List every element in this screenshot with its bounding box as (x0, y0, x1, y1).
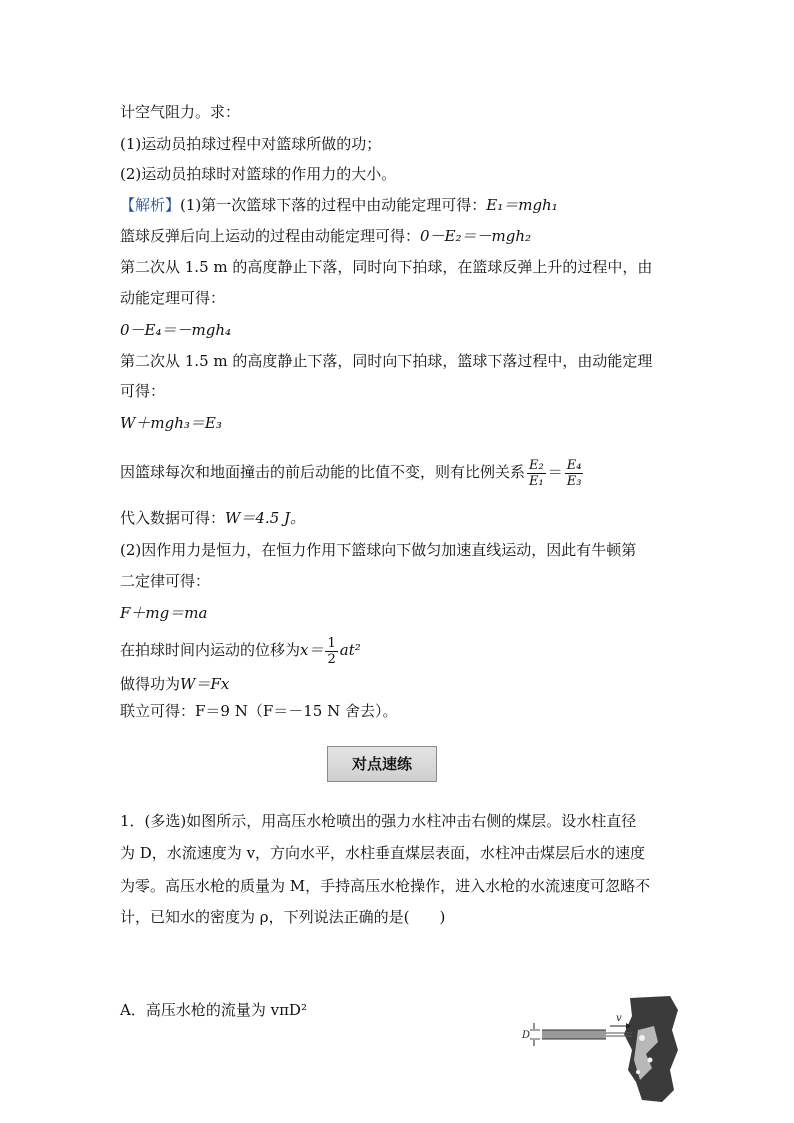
text-line (120, 452, 585, 492)
text-line: (2)因作用力是恒力，在恒力作用下篮球向下做匀加速直线运动，因此有牛顿第 (120, 541, 637, 559)
water-gun-figure (520, 990, 680, 1105)
text-line: 二定律可得： (120, 572, 211, 590)
fraction-numerator: E₂ (529, 457, 544, 473)
fraction (565, 458, 584, 489)
equation: E₁＝mgh₁ (486, 196, 558, 214)
question-part-1: (1)运动员拍球过程中对篮球所做的功； (120, 135, 382, 153)
fraction-denominator: E₁ (529, 473, 544, 489)
splash-drop (648, 1058, 653, 1063)
equation: W＋mgh₃＝E₃ (120, 414, 222, 432)
text: 做得功为 (120, 675, 181, 693)
splash-drop (639, 1035, 645, 1041)
splash-drop (636, 1070, 640, 1074)
text: 篮球反弹后向上运动的过程由动能定理可得： (120, 227, 421, 245)
fraction (325, 636, 337, 667)
equation: W＝4.5 J。 (225, 509, 306, 527)
text-line (120, 508, 305, 528)
solution-tag: 【解析】 (120, 196, 181, 214)
text: 在拍球时间内运动的位移为 (120, 641, 301, 659)
fraction-numerator: E₄ (566, 457, 582, 473)
equation: W＝Fx (180, 675, 230, 693)
solution-line (120, 195, 558, 215)
text-line (120, 630, 361, 670)
question-text: 计，已知水的密度为 ρ，下列说法正确的是( ) (120, 908, 446, 926)
text-line: 可得： (120, 382, 166, 400)
option-a: A．高压水枪的流量为 vπD² (120, 1001, 307, 1019)
equals-sign: ＝ (547, 463, 563, 481)
text-line (120, 226, 531, 246)
text: 代入数据可得： (120, 509, 226, 527)
fraction-denominator: 2 (327, 651, 336, 667)
text-line (120, 674, 229, 694)
fraction-numerator: 1 (327, 635, 336, 651)
question-text: 为 D，水流速度为 v，方向水平，水柱垂直煤层表面，水柱冲击煤层后水的速度 (120, 844, 646, 862)
equation: at² (339, 641, 361, 659)
question-text: 1．(多选)如图所示，用高压水枪喷出的强力水柱冲击右侧的煤层。设水柱直径 (120, 812, 637, 830)
solution-text: (1)第一次篮球下落的过程中由动能定理可得： (180, 196, 487, 214)
text-line: 第二次从 1.5 m 的高度静止下落，同时向下拍球，篮球下落过程中，由动能定理 (120, 352, 653, 370)
conclusion-line: 联立可得：F＝9 N（F＝－15 N 舍去）。 (120, 702, 398, 720)
question-text: 为零。高压水枪的质量为 M，手持高压水枪操作，进入水枪的水流速度可忽略不 (120, 877, 651, 895)
question-part-2: (2)运动员拍球时对篮球的作用力的大小。 (120, 165, 397, 183)
fraction (527, 458, 546, 489)
text: 因篮球每次和地面撞击的前后动能的比值不变，则有比例关系 (120, 463, 526, 481)
equation: x＝ (300, 641, 324, 659)
text-line: 动能定理可得： (120, 289, 226, 307)
fraction-denominator: E₃ (566, 473, 582, 489)
equation: F＋mg＝ma (120, 604, 208, 622)
water-gun-barrel (542, 1030, 606, 1039)
text-line: 第二次从 1.5 m 的高度静止下落，同时向下拍球，在篮球反弹上升的过程中，由 (120, 258, 653, 276)
equation: 0－E₄＝－mgh₄ (120, 321, 232, 339)
label-v: v (616, 1013, 622, 1024)
label-d: D (522, 1030, 531, 1041)
text-line: 计空气阻力。求： (120, 103, 241, 121)
equation: 0－E₂＝－mgh₂ (420, 227, 532, 245)
section-heading-box: 对点速练 (327, 746, 437, 782)
